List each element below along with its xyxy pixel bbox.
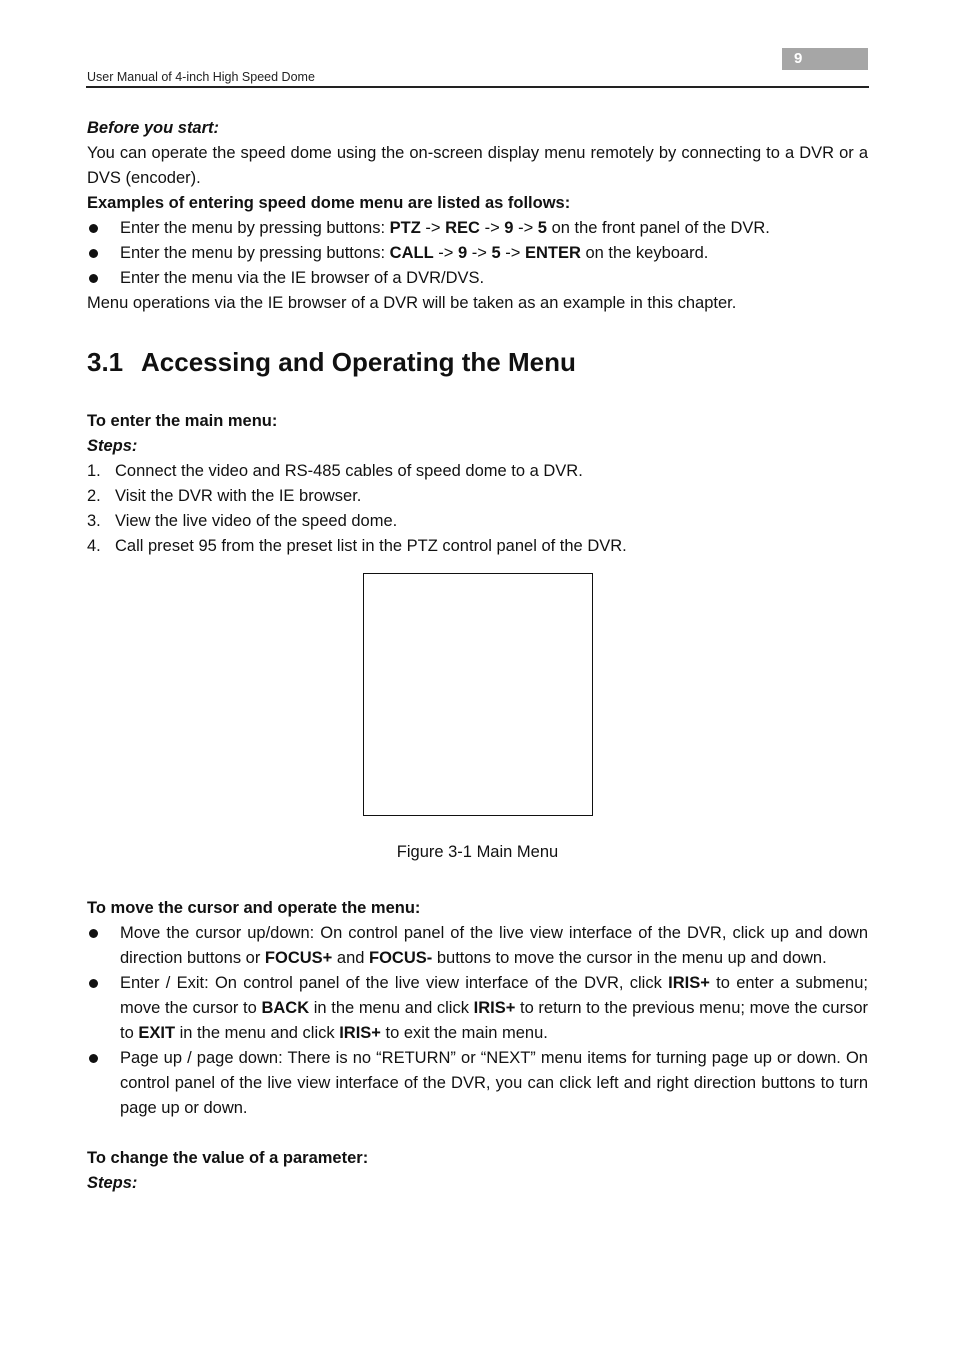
key-focus-minus: FOCUS- — [369, 949, 433, 967]
list-item: 1. Connect the video and RS-485 cables of speed dome to a DVR. — [87, 459, 868, 484]
key-9: 9 — [457, 244, 468, 262]
key-ptz: PTZ — [389, 219, 421, 237]
key-iris-plus: IRIS+ — [339, 1024, 381, 1042]
page-number-badge: 9 — [782, 48, 868, 70]
figure-caption: Figure 3-1 Main Menu — [396, 843, 559, 861]
section-title: Accessing and Operating the Menu — [141, 347, 576, 377]
list-item: 3. View the live video of the speed dome. — [87, 509, 868, 534]
page-body — [87, 116, 868, 1196]
section-number: 3.1 — [87, 347, 124, 377]
change-value-heading: To change the value of a parameter: — [87, 1149, 369, 1167]
list-item: Enter the menu via the IE browser of a DVR/DVS. — [87, 266, 868, 291]
key-9: 9 — [504, 219, 514, 237]
main-menu-figure-frame — [363, 573, 593, 816]
steps-label: Steps: — [87, 1174, 138, 1192]
step-number: 2. — [87, 487, 101, 505]
cursor-operations-list — [87, 921, 868, 1121]
before-start-label: Before you start: — [87, 119, 220, 137]
header-divider — [86, 86, 869, 88]
list-item: Enter / Exit: On control panel of the live view interface of the DVR, click IRIS+ to enter a submenu; move the cursor to BACK in the menu and click IRIS+ to return to the previous menu; move the cursor to EXIT in the menu and click IRIS+ to exit the main menu. — [87, 971, 868, 1046]
entry-methods-list — [87, 216, 868, 291]
examples-heading: Examples of entering speed dome menu are listed as follows: — [87, 194, 571, 212]
closing-note: Menu operations via the IE browser of a DVR will be taken as an example in this chapter. — [87, 294, 737, 312]
list-item: Enter the menu by pressing buttons: CALL -> 9 -> 5 -> ENTER on the keyboard. — [87, 241, 868, 266]
section-heading — [87, 346, 868, 378]
steps-label: Steps: — [87, 437, 138, 455]
list-item: Page up / page down: There is no “RETURN” or “NEXT” menu items for turning page up or down. On control panel of the live view interface of the DVR, you can click left and right direction buttons to turn page up or down. — [87, 1046, 868, 1121]
key-iris-plus: IRIS+ — [473, 999, 516, 1017]
enter-menu-steps — [87, 459, 868, 559]
list-item: Enter the menu by pressing buttons: PTZ -> REC -> 9 -> 5 on the front panel of the DVR. — [87, 216, 868, 241]
menu-back: BACK — [261, 999, 310, 1017]
key-iris-plus: IRIS+ — [668, 974, 710, 992]
step-number: 4. — [87, 537, 101, 555]
move-cursor-heading: To move the cursor and operate the menu: — [87, 899, 421, 917]
step-number: 3. — [87, 512, 101, 530]
list-item: 4. Call preset 95 from the preset list in the PTZ control panel of the DVR. — [87, 534, 868, 559]
key-5: 5 — [537, 219, 547, 237]
running-header: User Manual of 4-inch High Speed Dome — [87, 70, 315, 84]
intro-paragraph: You can operate the speed dome using the on-screen display menu remotely by connecting to a DVR or a DVS (encoder). — [87, 144, 868, 187]
menu-exit: EXIT — [138, 1024, 176, 1042]
key-call: CALL — [389, 244, 434, 262]
key-rec: REC — [445, 219, 480, 237]
key-5: 5 — [491, 244, 501, 262]
enter-menu-heading: To enter the main menu: — [87, 412, 278, 430]
key-focus-plus: FOCUS+ — [264, 949, 333, 967]
list-item: Move the cursor up/down: On control panel of the live view interface of the DVR, click up and down direction buttons or FOCUS+ and FOCUS- buttons to move the cursor in the menu up and down. — [87, 921, 868, 971]
step-number: 1. — [87, 462, 101, 480]
list-item: 2. Visit the DVR with the IE browser. — [87, 484, 868, 509]
key-enter: ENTER — [524, 244, 581, 262]
